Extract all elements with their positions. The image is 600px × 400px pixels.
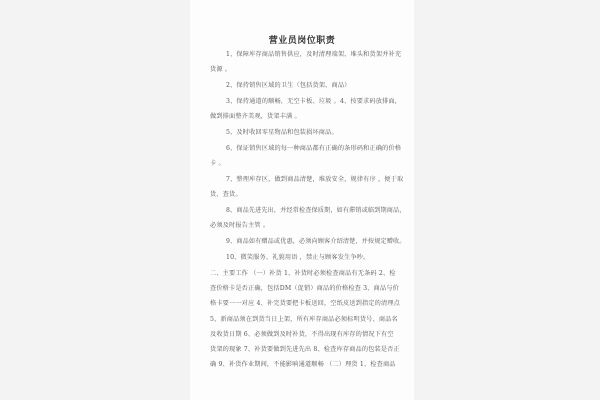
text-line: 货源 。 xyxy=(210,66,232,73)
text-line: 二、主要工作 （一）补货 1、补货时必须检查商品有无条码 2、检 xyxy=(210,270,396,277)
text-line: 7、整理库存区，做到商品清楚，堆放安全，规律有序 ，便于取 xyxy=(226,176,404,183)
text-line: 5、新商品须在到货当日上架，所有库存商品必须标明货号、商品名 xyxy=(210,316,398,323)
text-line: 9、商品如有赠品或优惠，必须向顾客介绍清楚，并按规定赠收。 xyxy=(226,238,406,245)
document-title: 营业员岗位职责 xyxy=(268,36,336,46)
text-line: 10、微笑服务、礼貌用语 ，禁止与顾客发生争吵。 xyxy=(226,254,370,261)
text-line: 格卡要一一对应 4、补完货要把卡板送回，空纸皮送到指定的清理点 xyxy=(210,300,400,307)
text-line: 2、保持销售区域的卫生（包括货架、商品） xyxy=(226,82,351,89)
text-line: 及收货日期 6、必须做到及时补货，不得出现有库存的情况下有空 xyxy=(210,331,394,338)
text-line: 1、保障库存商品销售供应，及时清理端架、堆头和货架并补充 xyxy=(226,51,402,58)
text-line: 8、商品先进先出，并经常检查保质期，如有滞销或临到期商品， xyxy=(226,207,406,214)
document-page xyxy=(190,0,414,400)
text-line: 3、保持通道的顺畅，无空卡板、垃圾 。4、按要求码放排面， xyxy=(226,98,402,105)
text-line: 6、保证销售区域的每一种商品都有正确的条形码和正确的价格 xyxy=(226,145,402,152)
text-line: 确 9、补货作业期间，不能影响通道顺畅 （二）理货 1、检查商品 xyxy=(210,361,396,368)
text-line: 做到排面整齐美观，货架丰满 。 xyxy=(210,113,301,120)
text-line: 货、查货。 xyxy=(210,191,242,198)
text-line: 查价格卡是否正确，包括DM（促销）商品的价格检查 3、商品与价 xyxy=(210,285,399,292)
text-line: 卡 。 xyxy=(210,160,225,167)
text-line: 货架的现象 7、补货要做到先进先出 8、检查库存商品的包装是否正 xyxy=(210,346,400,353)
text-line: 必须及时报告主管 。 xyxy=(210,222,270,229)
text-line: 5、及时收回零星物品和包装损坏商品。 xyxy=(226,129,338,136)
